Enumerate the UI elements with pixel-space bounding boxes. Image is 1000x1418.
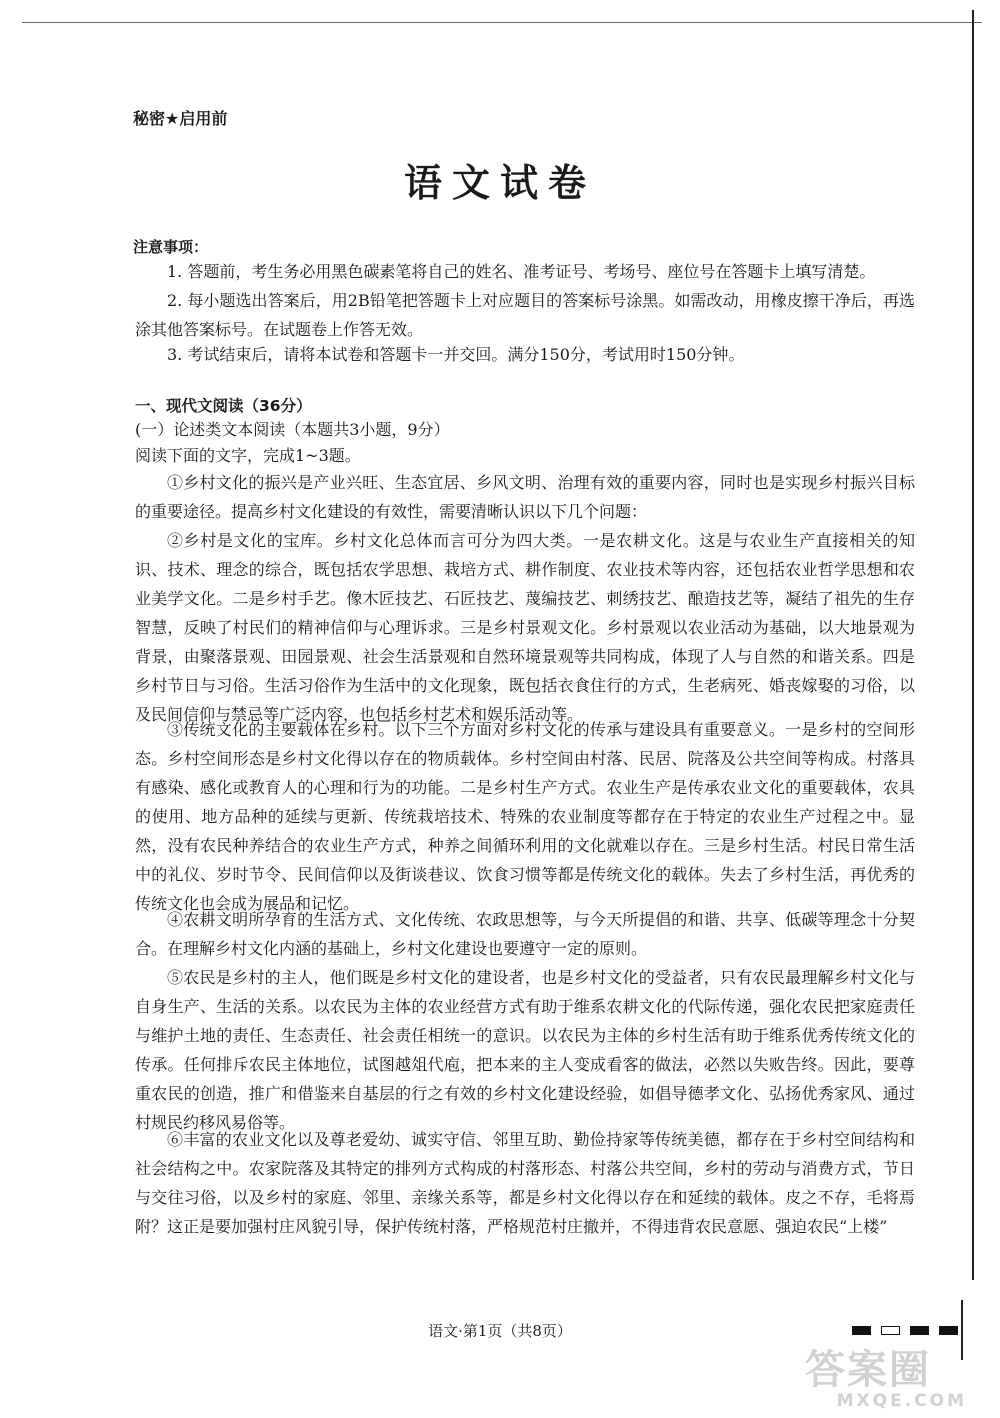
registration-marks (852, 1326, 958, 1335)
watermark-chars: 答案圈 (805, 1347, 931, 1393)
section-instruction: 阅读下面的文字，完成1~3题。 (135, 446, 361, 465)
page-footer: 语文·第1页（共8页） (428, 1322, 572, 1340)
passage-paragraph-4: ④农耕文明所孕育的生活方式、文化传统、农政思想等，与今天所提倡的和谐、共享、低碳等理念十分契合。在理解乡村文化内涵的基础上，乡村文化建设也要遵守一定的原则。 (135, 910, 915, 958)
watermark-logo (805, 1348, 975, 1412)
top-border-line (22, 22, 982, 23)
passage-paragraph-6: ⑥丰富的农业文化以及尊老爱幼、诚实守信、邻里互助、勤俭持家等传统美德，都存在于乡村空间结构和社会结构之中。农家院落及其特定的排列方式构成的村落形态、村落公共空间，乡村的劳动与消费方式，节日与交往习俗，以及乡村的家庭、邻里、亲缘关系等，都是乡村文化得以存在和延续的载体。皮之不存，毛将焉附？这正是要加强村庄风貌引导，保护传统村落，严格规范村庄撤并，不得违背农民意愿、强迫农民“上楼” (135, 1130, 915, 1236)
passage-paragraph-2: ②乡村是文化的宝库。乡村文化总体而言可分为四大类。一是农耕文化。这是与农业生产直接相关的知识、技术、理念的综合，既包括农学思想、栽培方式、耕作制度、农业技术等内容，还包括农业哲学思想和农业美学文化。二是乡村手艺。像木匠技艺、石匠技艺、蔑编技艺、刺绣技艺、酿造技艺等，凝结了祖先的生存智慧，反映了村民们的精神信仰与心理诉求。三是乡村景观文化。乡村景观以农业活动为基础，以大地景观为背景，由聚落景观、田园景观、社会生活景观和自然环境景观等共同构成，体现了人与自然的和谐关系。四是乡村节日与习俗。生活习俗作为生活中的文化现象，既包括衣食住行的方式，生老病死、婚丧嫁娶的习俗，以及民间信仰与禁忌等广泛内容，也包括乡村艺术和娱乐活动等。 (135, 531, 915, 724)
watermark-url: MXQE.COM (836, 1391, 967, 1411)
notes-heading: 注意事项： (133, 238, 209, 256)
mark-filled-2 (910, 1326, 929, 1335)
page-title: 语文试卷 (403, 160, 596, 205)
note-item-2: 2. 每小题选出答案后，用2B铅笔把答题卡上对应题目的答案标号涂黑。如需改动，用橡皮擦干净后，再选涂其他答案标号。在试题卷上作答无效。 (135, 291, 915, 339)
mark-open (881, 1326, 900, 1335)
section-heading: 一、现代文阅读（36分） (135, 397, 312, 415)
note-item-1: 1. 答题前，考生务必用黑色碳素笔将自己的姓名、准考证号、考场号、座位号在答题卡上填写清楚。 (167, 262, 876, 281)
secret-label: 秘密★启用前 (133, 109, 228, 128)
mark-filled-1 (852, 1326, 871, 1335)
passage-paragraph-3: ③传统文化的主要载体在乡村。以下三个方面对乡村文化的传承与建设具有重要意义。一是乡村的空间形态。乡村空间形态是乡村文化得以存在的物质载体。乡村空间由村落、民居、院落及公共空间等构成。村落具有感染、感化或教育人的心理和行为的功能。二是乡村生产方式。农业生产是传承农业文化的重要载体，农具的使用、地方品种的延续与更新、传统栽培技术、特殊的农业制度等都存在于特定的农业生产过程之中。显然，没有农民种养结合的农业生产方式，种养之间循环利用的文化就难以存在。三是乡村生活。村民日常生活中的礼仪、岁时节令、民间信仰以及街谈巷议、饮食习惯等都是传统文化的载体。失去了乡村生活，再优秀的传统文化也会成为展品和记忆。 (135, 720, 915, 913)
mark-filled-3 (939, 1326, 958, 1335)
passage-paragraph-5: ⑤农民是乡村的主人，他们既是乡村文化的建设者，也是乡村文化的受益者，只有农民最理解乡村文化与自身生产、生活的关系。以农民为主体的农业经营方式有助于维系农耕文化的代际传递，强化农民把家庭责任与维护土地的责任、生态责任、社会责任相统一的意识。以农民为主体的乡村生活有助于维系优秀传统文化的传承。任何排斥农民主体地位，试图越俎代庖，把本来的主人变成看客的做法，必然以失败告终。因此，要尊重农民的创造，推广和借鉴来自基层的行之有效的乡村文化建设经验，如倡导德孝文化、弘扬优秀家风、通过村规民约移风易俗等。 (135, 968, 915, 1132)
note-item-3: 3. 考试结束后，请将本试卷和答题卡一并交回。满分150分，考试用时150分钟。 (167, 345, 745, 364)
section-subheading: (一）论述类文本阅读（本题共3小题，9分） (135, 420, 450, 439)
passage-paragraph-1: ①乡村文化的振兴是产业兴旺、生态宜居、乡风文明、治理有效的重要内容，同时也是实现乡村振兴目标的重要途径。提高乡村文化建设的有效性，需要清晰认识以下几个问题： (135, 473, 915, 521)
